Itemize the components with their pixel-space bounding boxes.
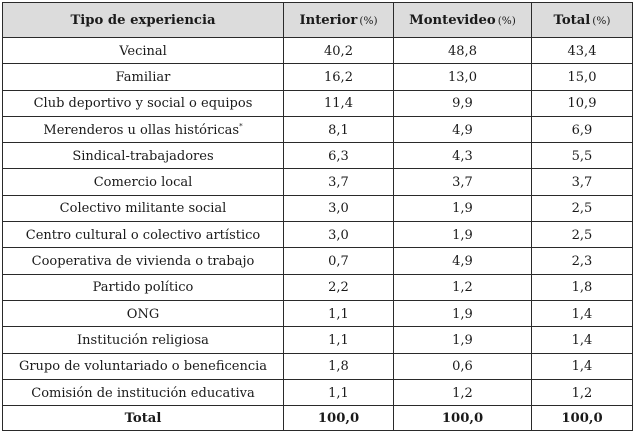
table-row — [3, 116, 633, 142]
cell-interior: 8,1 — [284, 116, 394, 142]
cell-interior: 0,7 — [284, 248, 394, 274]
table-row — [3, 248, 633, 274]
table-body — [3, 38, 633, 406]
cell-montevideo: 1,9 — [394, 195, 532, 221]
header-interior-unit: (%) — [359, 14, 378, 27]
cell-interior: 11,4 — [284, 90, 394, 116]
cell-total: 43,4 — [532, 38, 633, 64]
cell-tipo: ONG — [3, 300, 284, 326]
cell-total: 3,7 — [532, 169, 633, 195]
cell-interior: 3,7 — [284, 169, 394, 195]
cell-montevideo: 1,2 — [394, 379, 532, 405]
cell-interior: 16,2 — [284, 64, 394, 90]
total-montevideo: 100,0 — [394, 406, 532, 431]
cell-total: 2,3 — [532, 248, 633, 274]
table-row — [3, 379, 633, 405]
cell-total: 1,4 — [532, 300, 633, 326]
table-row — [3, 38, 633, 64]
table-row — [3, 222, 633, 248]
table-row — [3, 327, 633, 353]
table-row — [3, 195, 633, 221]
cell-interior: 1,1 — [284, 300, 394, 326]
header-total — [532, 3, 633, 38]
cell-interior: 6,3 — [284, 143, 394, 169]
cell-montevideo: 0,6 — [394, 353, 532, 379]
cell-tipo — [3, 116, 284, 142]
header-montevideo-label: Montevideo — [409, 12, 496, 28]
cell-total: 2,5 — [532, 222, 633, 248]
cell-montevideo: 13,0 — [394, 64, 532, 90]
table-row — [3, 274, 633, 300]
header-total-unit: (%) — [592, 14, 611, 27]
cell-interior: 1,1 — [284, 379, 394, 405]
table-row — [3, 143, 633, 169]
total-interior: 100,0 — [284, 406, 394, 431]
experience-table — [2, 2, 633, 431]
header-total-label: Total — [553, 12, 591, 28]
header-montevideo-unit: (%) — [497, 14, 516, 27]
cell-tipo: Partido político — [3, 274, 284, 300]
cell-interior: 1,8 — [284, 353, 394, 379]
table-row — [3, 353, 633, 379]
footnote-mark: * — [239, 122, 243, 131]
cell-total: 1,2 — [532, 379, 633, 405]
cell-montevideo: 1,9 — [394, 300, 532, 326]
cell-tipo: Comisión de institución educativa — [3, 379, 284, 405]
cell-interior: 3,0 — [284, 222, 394, 248]
header-row — [3, 3, 633, 38]
table-row — [3, 64, 633, 90]
cell-montevideo: 9,9 — [394, 90, 532, 116]
cell-total: 10,9 — [532, 90, 633, 116]
cell-tipo: Sindical-trabajadores — [3, 143, 284, 169]
cell-interior: 40,2 — [284, 38, 394, 64]
cell-tipo-text: Merenderos u ollas históricas — [43, 122, 240, 138]
cell-interior: 3,0 — [284, 195, 394, 221]
cell-interior: 2,2 — [284, 274, 394, 300]
cell-total: 2,5 — [532, 195, 633, 221]
total-row — [3, 406, 633, 431]
cell-total: 15,0 — [532, 64, 633, 90]
cell-total: 6,9 — [532, 116, 633, 142]
total-total: 100,0 — [532, 406, 633, 431]
cell-montevideo: 1,9 — [394, 222, 532, 248]
table-row — [3, 300, 633, 326]
cell-total: 1,4 — [532, 327, 633, 353]
cell-tipo: Vecinal — [3, 38, 284, 64]
cell-montevideo: 1,2 — [394, 274, 532, 300]
cell-montevideo: 1,9 — [394, 327, 532, 353]
cell-tipo: Comercio local — [3, 169, 284, 195]
cell-montevideo: 3,7 — [394, 169, 532, 195]
cell-tipo: Institución religiosa — [3, 327, 284, 353]
cell-interior: 1,1 — [284, 327, 394, 353]
cell-montevideo: 4,9 — [394, 248, 532, 274]
cell-total: 1,4 — [532, 353, 633, 379]
cell-tipo: Cooperativa de vivienda o trabajo — [3, 248, 284, 274]
cell-montevideo: 4,9 — [394, 116, 532, 142]
header-montevideo — [394, 3, 532, 38]
header-interior-label: Interior — [299, 12, 358, 28]
cell-total: 5,5 — [532, 143, 633, 169]
cell-tipo: Centro cultural o colectivo artístico — [3, 222, 284, 248]
cell-tipo: Familiar — [3, 64, 284, 90]
header-tipo-label: Tipo de experiencia — [70, 12, 216, 28]
header-interior — [284, 3, 394, 38]
cell-tipo: Grupo de voluntariado o beneficencia — [3, 353, 284, 379]
table-row — [3, 169, 633, 195]
cell-montevideo: 4,3 — [394, 143, 532, 169]
header-tipo — [3, 3, 284, 38]
cell-total: 1,8 — [532, 274, 633, 300]
cell-tipo: Colectivo militante social — [3, 195, 284, 221]
cell-tipo: Club deportivo y social o equipos — [3, 90, 284, 116]
total-label: Total — [3, 406, 284, 431]
table-row — [3, 90, 633, 116]
cell-montevideo: 48,8 — [394, 38, 532, 64]
